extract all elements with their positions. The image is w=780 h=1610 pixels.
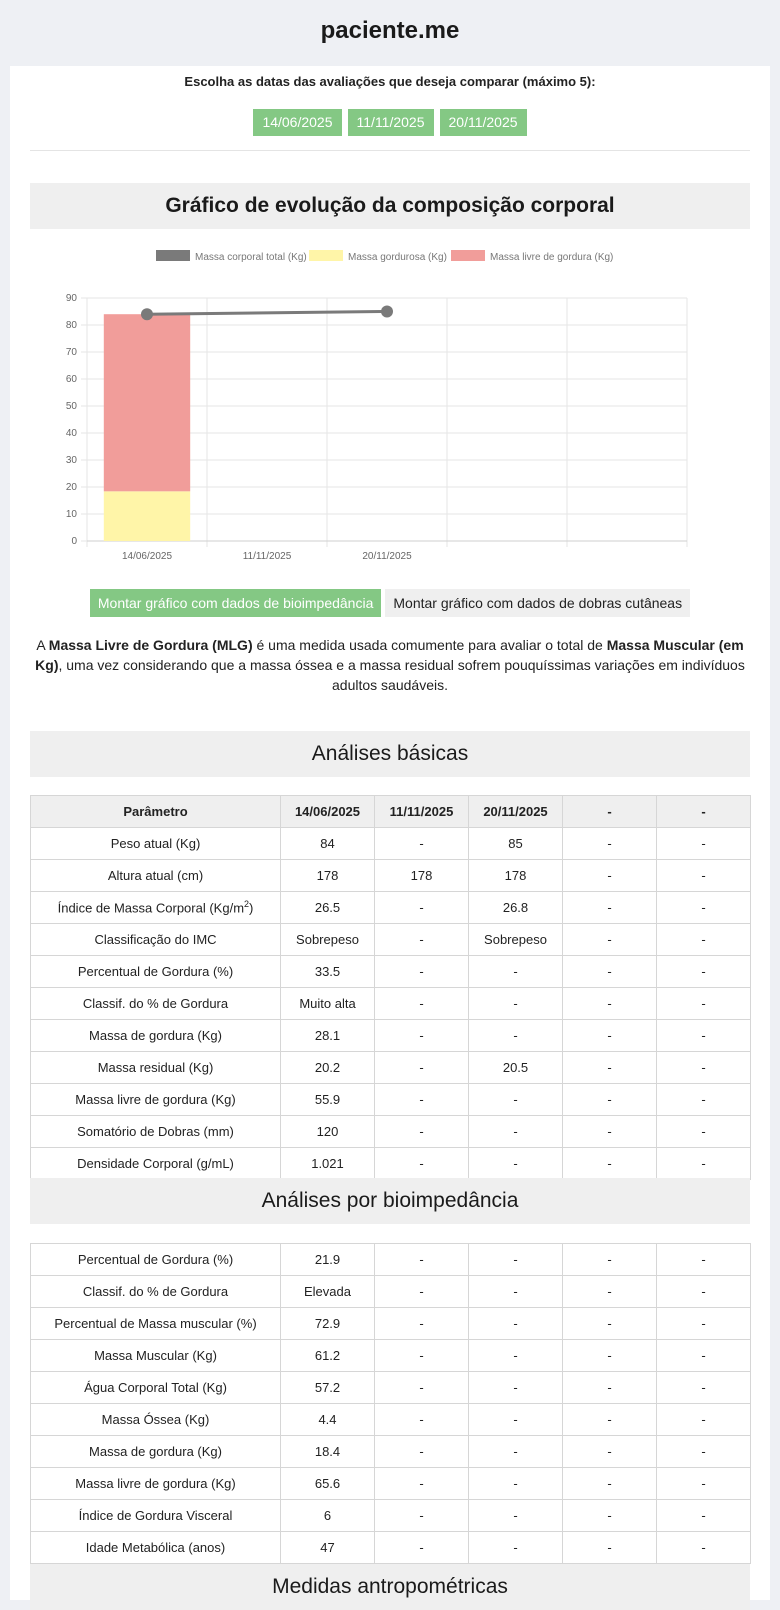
date-chip-list — [30, 109, 750, 136]
value-cell: - — [563, 1468, 657, 1500]
parameter-label: Percentual de Gordura (%) — [31, 1244, 281, 1276]
value-cell: - — [563, 988, 657, 1020]
parameter-label: Massa de gordura (Kg) — [31, 1020, 281, 1052]
y-tick-label: 40 — [65, 428, 77, 439]
table-row — [31, 1308, 751, 1340]
value-cell: 4.4 — [281, 1404, 375, 1436]
body-composition-chart — [30, 240, 750, 570]
value-cell: 65.6 — [281, 1468, 375, 1500]
value-cell: - — [657, 892, 751, 924]
parameter-label: Massa Óssea (Kg) — [31, 1404, 281, 1436]
y-tick-label: 10 — [65, 509, 77, 520]
parameter-label: Percentual de Gordura (%) — [31, 956, 281, 988]
value-cell: - — [375, 1276, 469, 1308]
column-header: - — [563, 796, 657, 828]
x-tick-label: 20/11/2025 — [362, 551, 412, 562]
x-tick-label: 11/11/2025 — [242, 551, 292, 562]
mlg-note-text: , uma vez considerando que a massa óssea e a massa residual sofrem pouquíssimas variações em indivíduos adultos saudáveis. — [58, 657, 745, 693]
value-cell: 72.9 — [281, 1308, 375, 1340]
value-cell: - — [657, 1148, 751, 1180]
mlg-note-text: A — [36, 637, 49, 653]
y-tick-label: 80 — [65, 320, 77, 331]
value-cell: - — [563, 860, 657, 892]
value-cell: 6 — [281, 1500, 375, 1532]
table-row — [31, 1532, 751, 1564]
table-row — [31, 956, 751, 988]
total-mass-point — [381, 306, 393, 318]
parameter-label: Altura atual (cm) — [31, 860, 281, 892]
parameter-label: Classif. do % de Gordura — [31, 1276, 281, 1308]
value-cell: 20.2 — [281, 1052, 375, 1084]
value-cell: - — [563, 1436, 657, 1468]
value-cell: - — [375, 1148, 469, 1180]
value-cell: 47 — [281, 1532, 375, 1564]
value-cell: - — [657, 860, 751, 892]
value-cell: Sobrepeso — [281, 924, 375, 956]
mlg-note-bold: Massa Livre de Gordura (MLG) — [48, 637, 253, 653]
value-cell: - — [375, 988, 469, 1020]
value-cell: - — [563, 1500, 657, 1532]
legend-swatch — [451, 250, 485, 261]
parameter-label: Índice de Gordura Visceral — [31, 1500, 281, 1532]
value-cell: - — [563, 1276, 657, 1308]
mlg-note-text: é uma medida usada comumente para avaliar o total de — [252, 637, 607, 653]
value-cell: - — [375, 828, 469, 860]
value-cell: - — [563, 1372, 657, 1404]
parameter-label: Percentual de Massa muscular (%) — [31, 1308, 281, 1340]
value-cell: - — [657, 1276, 751, 1308]
table-row — [31, 1372, 751, 1404]
value-cell: 178 — [375, 860, 469, 892]
value-cell: - — [375, 892, 469, 924]
table-row — [31, 1052, 751, 1084]
table-row — [31, 988, 751, 1020]
table-row — [31, 1148, 751, 1180]
parameter-label: Classificação do IMC — [31, 924, 281, 956]
table-header-row — [31, 796, 751, 828]
table-row — [31, 1340, 751, 1372]
value-cell: 20.5 — [469, 1052, 563, 1084]
value-cell: - — [375, 1052, 469, 1084]
table-row — [31, 860, 751, 892]
value-cell: - — [563, 1404, 657, 1436]
basic-analysis-table — [30, 795, 751, 1180]
value-cell: 26.8 — [469, 892, 563, 924]
table-row — [31, 1468, 751, 1500]
value-cell: - — [469, 1276, 563, 1308]
value-cell: - — [563, 1340, 657, 1372]
value-cell: - — [469, 988, 563, 1020]
value-cell: - — [469, 1404, 563, 1436]
y-tick-label: 90 — [65, 293, 77, 304]
table-row — [31, 1404, 751, 1436]
y-tick-label: 0 — [71, 536, 77, 547]
total-mass-point — [141, 308, 153, 320]
value-cell: - — [563, 1148, 657, 1180]
value-cell: - — [657, 924, 751, 956]
value-cell: - — [469, 1244, 563, 1276]
table-row — [31, 1116, 751, 1148]
total-mass-line — [147, 312, 387, 315]
value-cell: 33.5 — [281, 956, 375, 988]
value-cell: 178 — [469, 860, 563, 892]
value-cell: - — [375, 1532, 469, 1564]
value-cell: - — [563, 1020, 657, 1052]
value-cell: - — [563, 1116, 657, 1148]
value-cell: - — [469, 1084, 563, 1116]
value-cell: - — [375, 1404, 469, 1436]
bioimpedance-chart-button[interactable]: Montar gráfico com dados de bioimpedância — [90, 589, 382, 617]
parameter-label — [31, 892, 281, 924]
value-cell: 178 — [281, 860, 375, 892]
date-chip[interactable]: 14/06/2025 — [253, 109, 341, 136]
bioimpedance-analysis-title: Análises por bioimpedância — [30, 1178, 750, 1224]
value-cell: - — [563, 956, 657, 988]
value-cell: - — [563, 1532, 657, 1564]
value-cell: - — [657, 1084, 751, 1116]
parameter-label: Massa livre de gordura (Kg) — [31, 1468, 281, 1500]
legend-label: Massa gordurosa (Kg) — [348, 252, 447, 263]
value-cell: - — [375, 1372, 469, 1404]
value-cell: 57.2 — [281, 1372, 375, 1404]
value-cell: - — [657, 1308, 751, 1340]
y-tick-label: 70 — [65, 347, 77, 358]
value-cell: - — [375, 1020, 469, 1052]
value-cell: 21.9 — [281, 1244, 375, 1276]
value-cell: - — [657, 1436, 751, 1468]
legend-swatch — [309, 250, 343, 261]
value-cell: - — [657, 1532, 751, 1564]
parameter-label: Idade Metabólica (anos) — [31, 1532, 281, 1564]
y-tick-label: 20 — [65, 482, 77, 493]
parameter-label: Densidade Corporal (g/mL) — [31, 1148, 281, 1180]
anthropometric-title: Medidas antropométricas — [30, 1564, 750, 1610]
value-cell: - — [657, 1404, 751, 1436]
table-row — [31, 924, 751, 956]
parameter-label: Massa de gordura (Kg) — [31, 1436, 281, 1468]
imc-label-text: Índice de Massa Corporal (Kg/m — [57, 900, 245, 916]
skinfolds-chart-button[interactable]: Montar gráfico com dados de dobras cutâneas — [385, 589, 690, 617]
imc-label-sup: 2 — [244, 899, 250, 910]
value-cell: - — [657, 1020, 751, 1052]
value-cell: - — [469, 1532, 563, 1564]
table-row — [31, 1244, 751, 1276]
divider — [30, 150, 750, 151]
value-cell: - — [375, 924, 469, 956]
y-tick-label: 60 — [65, 374, 77, 385]
value-cell: Muito alta — [281, 988, 375, 1020]
value-cell: - — [469, 956, 563, 988]
value-cell: 55.9 — [281, 1084, 375, 1116]
parameter-label: Peso atual (Kg) — [31, 828, 281, 860]
value-cell: - — [375, 1468, 469, 1500]
value-cell: - — [469, 1020, 563, 1052]
column-header: 20/11/2025 — [469, 796, 563, 828]
x-tick-label: 14/06/2025 — [121, 551, 173, 562]
basic-analysis-title: Análises básicas — [30, 731, 750, 777]
date-chip[interactable]: 20/11/2025 — [440, 109, 527, 136]
mlg-note — [30, 635, 750, 695]
value-cell: - — [657, 1116, 751, 1148]
value-cell: - — [469, 1340, 563, 1372]
value-cell: - — [375, 956, 469, 988]
parameter-label: Água Corporal Total (Kg) — [31, 1372, 281, 1404]
value-cell: - — [563, 1244, 657, 1276]
date-chip[interactable]: 11/11/2025 — [348, 109, 434, 136]
value-cell: - — [563, 924, 657, 956]
column-header: 11/11/2025 — [375, 796, 469, 828]
value-cell: - — [563, 1052, 657, 1084]
value-cell: - — [657, 1372, 751, 1404]
value-cell: - — [375, 1084, 469, 1116]
legend-label: Massa corporal total (Kg) — [195, 252, 307, 263]
value-cell: 1.021 — [281, 1148, 375, 1180]
value-cell: 85 — [469, 828, 563, 860]
bar-lean-mass — [104, 314, 190, 491]
value-cell: - — [469, 1116, 563, 1148]
date-selector-prompt: Escolha as datas das avaliações que deseja comparar (máximo 5): — [184, 74, 596, 89]
parameter-label: Massa residual (Kg) — [31, 1052, 281, 1084]
mlg-note-bold: Massa Muscular (em Kg) — [35, 637, 744, 673]
column-header: - — [657, 796, 751, 828]
value-cell: - — [469, 1308, 563, 1340]
value-cell: - — [563, 1084, 657, 1116]
value-cell: - — [563, 892, 657, 924]
value-cell: - — [469, 1500, 563, 1532]
table-row — [31, 1436, 751, 1468]
value-cell: - — [469, 1148, 563, 1180]
bar-fat-mass — [104, 491, 190, 541]
value-cell: - — [657, 988, 751, 1020]
value-cell: - — [563, 1308, 657, 1340]
value-cell: 28.1 — [281, 1020, 375, 1052]
value-cell: Elevada — [281, 1276, 375, 1308]
table-row — [31, 1084, 751, 1116]
value-cell: 61.2 — [281, 1340, 375, 1372]
value-cell: - — [469, 1468, 563, 1500]
value-cell: 120 — [281, 1116, 375, 1148]
value-cell: - — [657, 956, 751, 988]
bioimpedance-analysis-table — [30, 1243, 751, 1564]
value-cell: - — [563, 828, 657, 860]
table-row — [31, 1500, 751, 1532]
value-cell: - — [375, 1340, 469, 1372]
value-cell: - — [469, 1372, 563, 1404]
parameter-label: Massa livre de gordura (Kg) — [31, 1084, 281, 1116]
value-cell: - — [657, 1340, 751, 1372]
value-cell: 18.4 — [281, 1436, 375, 1468]
column-header: 14/06/2025 — [281, 796, 375, 828]
value-cell: - — [657, 828, 751, 860]
value-cell: 84 — [281, 828, 375, 860]
column-header: Parâmetro — [31, 796, 281, 828]
table-row — [31, 1020, 751, 1052]
value-cell: Sobrepeso — [469, 924, 563, 956]
value-cell: 26.5 — [281, 892, 375, 924]
table-row — [31, 828, 751, 860]
value-cell: - — [657, 1052, 751, 1084]
value-cell: - — [657, 1244, 751, 1276]
table-row — [31, 1276, 751, 1308]
value-cell: - — [657, 1500, 751, 1532]
value-cell: - — [375, 1500, 469, 1532]
value-cell: - — [375, 1308, 469, 1340]
y-tick-label: 50 — [65, 401, 77, 412]
y-tick-label: 30 — [65, 455, 77, 466]
value-cell: - — [657, 1468, 751, 1500]
app-title: paciente.me — [320, 17, 460, 44]
chart-section-title: Gráfico de evolução da composição corporal — [30, 183, 750, 229]
value-cell: - — [375, 1436, 469, 1468]
parameter-label: Somatório de Dobras (mm) — [31, 1116, 281, 1148]
value-cell: - — [375, 1116, 469, 1148]
imc-label-close: ) — [249, 900, 254, 916]
table-row — [31, 892, 751, 924]
legend-label: Massa livre de gordura (Kg) — [490, 252, 614, 263]
value-cell: - — [469, 1436, 563, 1468]
value-cell: - — [375, 1244, 469, 1276]
legend-swatch — [156, 250, 190, 261]
chart-mode-buttons — [30, 589, 750, 617]
parameter-label: Massa Muscular (Kg) — [31, 1340, 281, 1372]
parameter-label: Classif. do % de Gordura — [31, 988, 281, 1020]
